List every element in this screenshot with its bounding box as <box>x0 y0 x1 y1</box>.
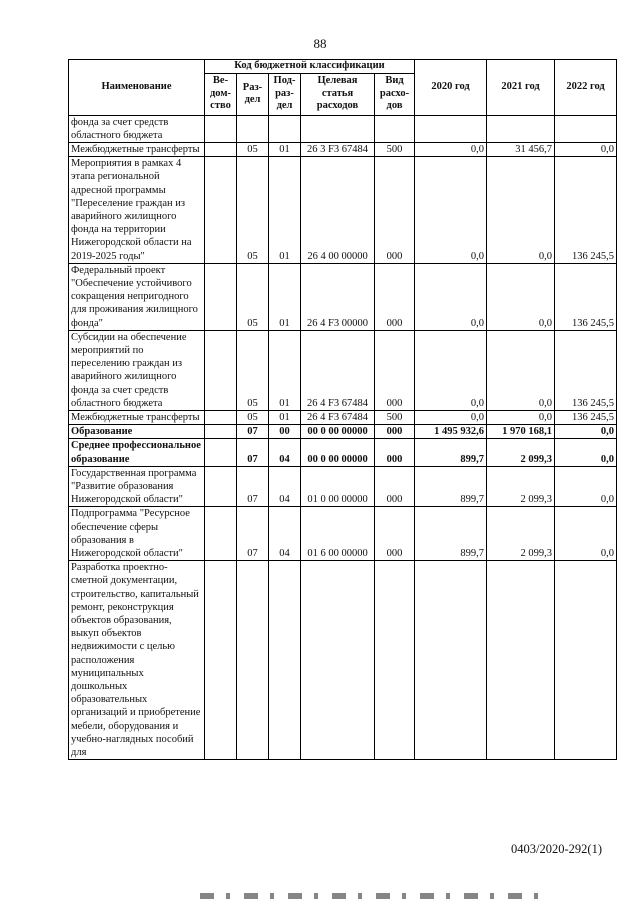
row-2022: 0,0 <box>555 507 617 561</box>
row-name: Разработка проектно-сметной документации, строительство, капитальный ремонт, реконструкция объектов образования, выкуп объектов недвижимости с целью расположения муниципальных дошкольных образовательных организаций и приобретение мебели, оборудования и учебно-наглядных пособий для <box>69 561 205 760</box>
row-2020: 0,0 <box>415 330 487 410</box>
row-2020: 0,0 <box>415 157 487 264</box>
table-row <box>69 425 617 439</box>
row-razdel: 07 <box>237 507 269 561</box>
row-vid <box>375 115 415 142</box>
row-name: фонда за счет средств областного бюджета <box>69 115 205 142</box>
row-2021 <box>487 115 555 142</box>
row-vid: 000 <box>375 425 415 439</box>
row-ved <box>205 425 237 439</box>
row-podrazdel: 01 <box>269 157 301 264</box>
row-razdel: 05 <box>237 410 269 424</box>
row-podrazdel: 04 <box>269 507 301 561</box>
row-target: 26 4 F3 67484 <box>301 410 375 424</box>
header-celevaya-statya: Целевая статья расходов <box>301 73 375 115</box>
row-vid: 000 <box>375 157 415 264</box>
row-podrazdel: 01 <box>269 263 301 330</box>
table-header <box>69 60 617 116</box>
table-row <box>69 561 617 760</box>
row-ved <box>205 142 237 156</box>
row-2020: 0,0 <box>415 142 487 156</box>
row-target: 26 4 00 00000 <box>301 157 375 264</box>
row-razdel: 07 <box>237 439 269 466</box>
row-target: 26 4 F3 67484 <box>301 330 375 410</box>
row-2022: 0,0 <box>555 425 617 439</box>
row-name: Субсидии на обеспечение мероприятий по переселению граждан из аварийного жилищного фонда за счет средств областного бюджета <box>69 330 205 410</box>
row-ved <box>205 115 237 142</box>
row-ved <box>205 507 237 561</box>
row-2021: 2 099,3 <box>487 466 555 507</box>
row-target <box>301 561 375 760</box>
header-name: Наименование <box>69 60 205 116</box>
header-ved: Ве- дом- ство <box>205 73 237 115</box>
row-2022: 136 245,5 <box>555 263 617 330</box>
row-2020: 1 495 932,6 <box>415 425 487 439</box>
row-2022: 136 245,5 <box>555 157 617 264</box>
row-2021: 0,0 <box>487 157 555 264</box>
table-row <box>69 330 617 410</box>
table-row <box>69 466 617 507</box>
page-number: 88 <box>313 36 327 51</box>
header-year-2022: 2022 год <box>555 60 617 116</box>
row-vid: 000 <box>375 439 415 466</box>
row-razdel <box>237 115 269 142</box>
row-podrazdel: 04 <box>269 439 301 466</box>
row-target: 26 3 F3 67484 <box>301 142 375 156</box>
row-name: Федеральный проект "Обеспечение устойчивого сокращения непригодного для проживания жилищного фонда" <box>69 263 205 330</box>
row-target: 01 6 00 00000 <box>301 507 375 561</box>
row-vid: 500 <box>375 410 415 424</box>
row-name: Межбюджетные трансферты <box>69 142 205 156</box>
row-2021 <box>487 561 555 760</box>
row-vid: 000 <box>375 466 415 507</box>
table-row <box>69 157 617 264</box>
row-razdel: 05 <box>237 157 269 264</box>
row-2020 <box>415 115 487 142</box>
header-year-2020: 2020 год <box>415 60 487 116</box>
table-row <box>69 410 617 424</box>
table-row <box>69 263 617 330</box>
row-2020: 899,7 <box>415 507 487 561</box>
document-code: 0403/2020-292(1) <box>511 842 602 856</box>
header-year-2021: 2021 год <box>487 60 555 116</box>
row-name: Среднее профессиональное образование <box>69 439 205 466</box>
row-2020 <box>415 561 487 760</box>
header-code-group: Код бюджетной классификации <box>205 60 415 74</box>
row-target: 26 4 F3 00000 <box>301 263 375 330</box>
row-2022: 0,0 <box>555 142 617 156</box>
row-razdel: 05 <box>237 263 269 330</box>
row-target <box>301 115 375 142</box>
row-2022: 0,0 <box>555 439 617 466</box>
row-2020: 899,7 <box>415 466 487 507</box>
row-podrazdel <box>269 561 301 760</box>
row-razdel <box>237 561 269 760</box>
row-vid <box>375 561 415 760</box>
header-vid-rashodov: Вид расхо- дов <box>375 73 415 115</box>
row-vid: 000 <box>375 330 415 410</box>
table-row <box>69 439 617 466</box>
row-name: Государственная программа "Развитие образования Нижегородской области" <box>69 466 205 507</box>
row-ved <box>205 439 237 466</box>
row-target: 00 0 00 00000 <box>301 439 375 466</box>
row-podrazdel: 01 <box>269 142 301 156</box>
row-2021: 0,0 <box>487 330 555 410</box>
budget-table <box>68 59 617 760</box>
row-vid: 000 <box>375 263 415 330</box>
row-name: Межбюджетные трансферты <box>69 410 205 424</box>
row-razdel: 07 <box>237 466 269 507</box>
row-2021: 2 099,3 <box>487 439 555 466</box>
row-vid: 000 <box>375 507 415 561</box>
row-razdel: 05 <box>237 142 269 156</box>
scan-artifact-strip <box>200 893 540 899</box>
row-ved <box>205 410 237 424</box>
row-name: Подпрограмма "Ресурсное обеспечение сферы образования в Нижегородской области" <box>69 507 205 561</box>
row-ved <box>205 330 237 410</box>
row-2021: 0,0 <box>487 410 555 424</box>
row-target: 01 0 00 00000 <box>301 466 375 507</box>
row-name: Образование <box>69 425 205 439</box>
table-row <box>69 142 617 156</box>
row-2021: 31 456,7 <box>487 142 555 156</box>
row-podrazdel <box>269 115 301 142</box>
table-body <box>69 115 617 760</box>
row-2020: 899,7 <box>415 439 487 466</box>
row-podrazdel: 01 <box>269 410 301 424</box>
row-2022: 136 245,5 <box>555 410 617 424</box>
row-2022 <box>555 115 617 142</box>
row-2022: 136 245,5 <box>555 330 617 410</box>
row-vid: 500 <box>375 142 415 156</box>
row-ved <box>205 157 237 264</box>
row-ved <box>205 561 237 760</box>
header-podrazdel: Под- раз- дел <box>269 73 301 115</box>
row-2021: 1 970 168,1 <box>487 425 555 439</box>
row-2020: 0,0 <box>415 410 487 424</box>
row-podrazdel: 01 <box>269 330 301 410</box>
table-row <box>69 115 617 142</box>
row-name: Мероприятия в рамках 4 этапа региональной адресной программы "Переселение граждан из аварийного жилищного фонда на территории Нижегородской области на 2019-2025 годы" <box>69 157 205 264</box>
row-target: 00 0 00 00000 <box>301 425 375 439</box>
row-razdel: 07 <box>237 425 269 439</box>
row-podrazdel: 04 <box>269 466 301 507</box>
row-ved <box>205 263 237 330</box>
header-razdel: Раз- дел <box>237 73 269 115</box>
row-2020: 0,0 <box>415 263 487 330</box>
row-2021: 2 099,3 <box>487 507 555 561</box>
row-podrazdel: 00 <box>269 425 301 439</box>
row-razdel: 05 <box>237 330 269 410</box>
row-ved <box>205 466 237 507</box>
row-2021: 0,0 <box>487 263 555 330</box>
row-2022 <box>555 561 617 760</box>
row-2022: 0,0 <box>555 466 617 507</box>
table-row <box>69 507 617 561</box>
